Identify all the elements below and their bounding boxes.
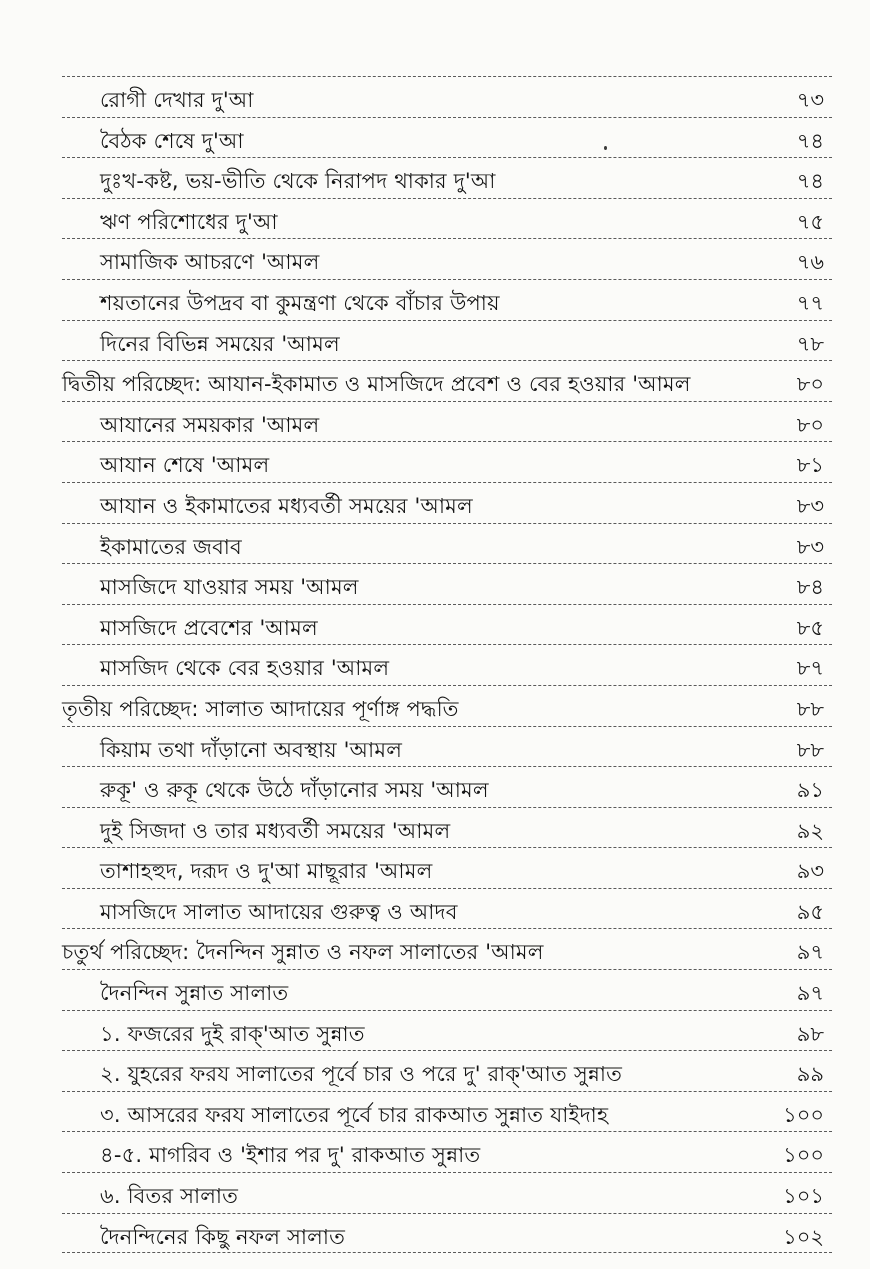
toc-entry-title: আযান শেষে 'আমল bbox=[100, 453, 270, 478]
toc-entry-title: দৈনন্দিনের কিছু নফল সালাত bbox=[100, 1224, 346, 1249]
toc-entry-title: মাসজিদ থেকে বের হওয়ার 'আমল bbox=[100, 656, 390, 681]
toc-entry-title: ৩. আসরের ফরয সালাতের পূর্বে চার রাকআত সুন্নাত যাইদাহ bbox=[100, 1102, 609, 1127]
toc-entry-title: ৪-৫. মাগরিব ও 'ইশার পর দু' রাকআত সুন্নাত bbox=[100, 1143, 481, 1168]
toc-page-number: ৯৭ bbox=[796, 940, 824, 965]
toc-page-number: ৮০ bbox=[796, 412, 824, 437]
toc-row bbox=[62, 1213, 832, 1254]
toc-row bbox=[62, 401, 832, 442]
toc-page-number: ৮৭ bbox=[796, 656, 824, 681]
toc-page-number: ৭৭ bbox=[796, 290, 824, 315]
toc-entry-title: সামাজিক আচরণে 'আমল bbox=[100, 250, 320, 275]
toc-row bbox=[62, 1050, 832, 1091]
toc-row bbox=[62, 1091, 832, 1132]
toc-row bbox=[62, 847, 832, 888]
toc-entry-title: ৬. বিতর সালাত bbox=[100, 1184, 239, 1209]
toc-page-number: ১০২ bbox=[783, 1224, 824, 1249]
toc-entry-title: রোগী দেখার দু'আ bbox=[100, 88, 254, 112]
toc-entry-title: শয়তানের উপদ্রব বা কুমন্ত্রণা থেকে বাঁচার উপায় bbox=[100, 290, 500, 315]
toc-page-number: ৯৩ bbox=[796, 859, 824, 884]
toc-page-number: ৭৪ bbox=[796, 169, 824, 194]
toc-page-number: ৮৩ bbox=[796, 493, 824, 518]
toc-entry-title: আযানের সময়কার 'আমল bbox=[100, 412, 320, 437]
toc-page-number: ৭৪ bbox=[796, 128, 824, 153]
toc-page-number: ৭৬ bbox=[796, 250, 824, 275]
toc-row bbox=[62, 320, 832, 361]
toc-page-number: ৮৮ bbox=[796, 696, 824, 721]
toc-page-number: ৯৫ bbox=[796, 899, 824, 924]
toc-entry-title: দিনের বিভিন্ন সময়ের 'আমল bbox=[100, 331, 340, 356]
toc-page-number: ৯৮ bbox=[796, 1021, 824, 1046]
toc-row bbox=[62, 76, 832, 117]
toc-row bbox=[62, 807, 832, 848]
toc-entry-title: দৈনন্দিন সুন্নাত সালাত bbox=[100, 981, 289, 1006]
toc-row bbox=[62, 198, 832, 239]
toc-row bbox=[62, 969, 832, 1010]
toc-row bbox=[62, 117, 832, 158]
toc-chapter-row bbox=[62, 685, 832, 726]
toc-row bbox=[62, 523, 832, 564]
toc-page-number: ১০০ bbox=[783, 1102, 824, 1127]
table-of-contents bbox=[62, 76, 832, 1253]
toc-entry-title: তাশাহহুদ, দরূদ ও দু'আ মাছূরার 'আমল bbox=[100, 859, 433, 884]
toc-entry-title: কিয়াম তথা দাঁড়ানো অবস্থায় 'আমল bbox=[100, 737, 403, 762]
toc-row bbox=[62, 888, 832, 929]
toc-entry-title: ২. যুহরের ফরয সালাতের পূর্বে চার ও পরে দু' রাক্'আত সুন্নাত bbox=[100, 1062, 623, 1087]
toc-page-number: ৯৯ bbox=[796, 1062, 824, 1087]
toc-entry-title: বৈঠক শেষে দু'আ bbox=[100, 128, 244, 153]
toc-row bbox=[62, 726, 832, 767]
toc-chapter-title: দ্বিতীয় পরিচ্ছেদ: আযান-ইকামাত ও মাসজিদে প্রবেশ ও বের হওয়ার 'আমল bbox=[62, 372, 691, 397]
toc-chapter-title: তৃতীয় পরিচ্ছেদ: সালাত আদায়ের পূর্ণাঙ্গ পদ্ধতি bbox=[62, 696, 459, 721]
toc-chapter-title: চতুর্থ পরিচ্ছেদ: দৈনন্দিন সুন্নাত ও নফল সালাতের 'আমল bbox=[62, 940, 544, 965]
toc-row bbox=[62, 279, 832, 320]
toc-row bbox=[62, 1172, 832, 1213]
toc-entry-title: ঋণ পরিশোধের দু'আ bbox=[100, 209, 278, 234]
toc-page-number: ৯৭ bbox=[796, 981, 824, 1006]
toc-row bbox=[62, 604, 832, 645]
toc-row bbox=[62, 238, 832, 279]
toc-page-number: ১০১ bbox=[783, 1184, 824, 1209]
toc-entry-title: মাসজিদে প্রবেশের 'আমল bbox=[100, 615, 318, 640]
toc-page-number: ৭৩ bbox=[796, 88, 824, 112]
toc-page-number: ৮০ bbox=[796, 372, 824, 397]
toc-entry-title: রুকূ' ও রুকূ থেকে উঠে দাঁড়ানোর সময় 'আমল bbox=[100, 778, 489, 803]
toc-entry-title: মাসজিদে সালাত আদায়ের গুরুত্ব ও আদব bbox=[100, 899, 458, 924]
toc-page-number: ৭৫ bbox=[796, 209, 824, 234]
toc-row bbox=[62, 1010, 832, 1051]
toc-row bbox=[62, 766, 832, 807]
toc-page-number: ৮৫ bbox=[796, 615, 824, 640]
toc-entry-title: ইকামাতের জবাব bbox=[100, 534, 242, 559]
toc-entry-title: ১. ফজরের দুই রাক্'আত সুন্নাত bbox=[100, 1021, 365, 1046]
toc-row bbox=[62, 441, 832, 482]
toc-entry-title: দুই সিজদা ও তার মধ্যবর্তী সময়ের 'আমল bbox=[100, 818, 451, 843]
toc-page-number: ৯২ bbox=[796, 818, 824, 843]
toc-row bbox=[62, 1131, 832, 1172]
toc-entry-title: আযান ও ইকামাতের মধ্যবর্তী সময়ের 'আমল bbox=[100, 493, 473, 518]
toc-page-number: ৯১ bbox=[796, 778, 824, 803]
toc-row bbox=[62, 563, 832, 604]
toc-page-number: ৮৮ bbox=[796, 737, 824, 762]
toc-chapter-row bbox=[62, 360, 832, 401]
toc-page-number: ৮৪ bbox=[796, 575, 824, 600]
toc-page-number: ১০০ bbox=[783, 1143, 824, 1168]
toc-row bbox=[62, 157, 832, 198]
toc-chapter-row bbox=[62, 928, 832, 969]
toc-page-number: ৭৮ bbox=[796, 331, 824, 356]
toc-page-number: ৮৩ bbox=[796, 534, 824, 559]
toc-entry-title: দুঃখ-কষ্ট, ভয়-ভীতি থেকে নিরাপদ থাকার দু'আ bbox=[100, 169, 496, 194]
toc-row bbox=[62, 482, 832, 523]
toc-page-number: ৮১ bbox=[796, 453, 824, 478]
toc-row bbox=[62, 644, 832, 685]
toc-entry-title: মাসজিদে যাওয়ার সময় 'আমল bbox=[100, 575, 359, 600]
